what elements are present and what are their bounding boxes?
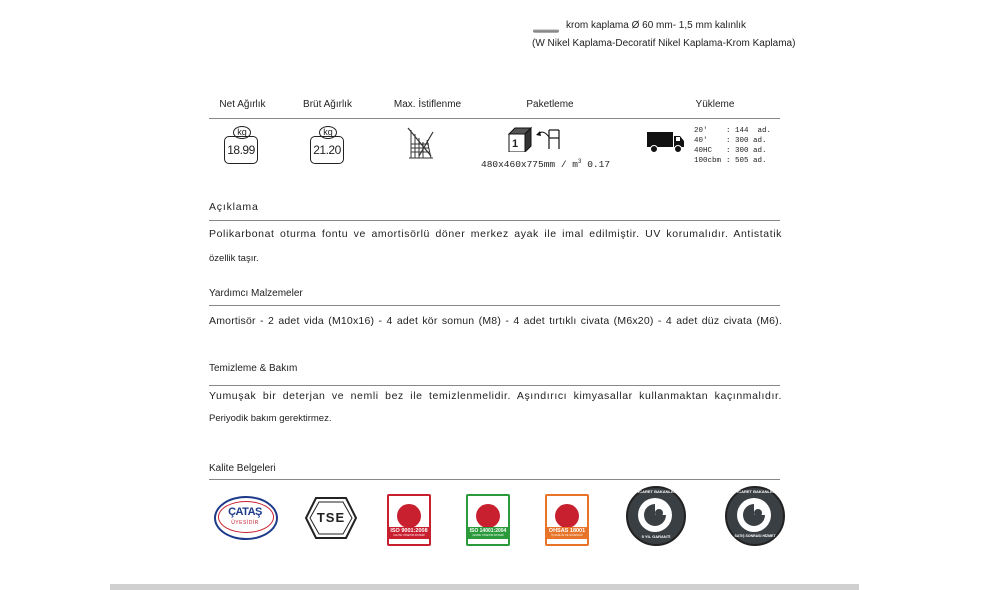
care-title: Temizleme & Bakım <box>209 363 298 374</box>
loading-type: 20' <box>694 127 708 135</box>
truck-icon <box>647 132 685 154</box>
emblem-icon <box>397 504 421 528</box>
iso-9001-badge <box>387 494 431 546</box>
chrome-note: krom kaplama Ø 60 mm- 1,5 mm kalınlık <box>566 20 747 31</box>
package-dims <box>481 158 610 170</box>
description-rule <box>209 220 780 221</box>
crown-icon <box>560 497 574 503</box>
loading-qty: : 505 ad. <box>726 157 767 165</box>
emblem-icon <box>555 504 579 528</box>
loading-row <box>694 136 771 146</box>
gross-weight-value: 21.20 <box>310 136 344 164</box>
seal-emblem-icon <box>642 502 668 528</box>
loading-qty: : 300 ad. <box>726 137 767 145</box>
loading-type: 100cbm <box>694 157 722 165</box>
loading-table <box>694 126 771 166</box>
description-title: Açıklama <box>209 201 259 213</box>
iso-14001-subtext: ÇEVRE YÖNETİM SİSTEMİ <box>472 534 504 537</box>
ohsas-text: OHSAS 18001 <box>548 528 586 534</box>
loading-row <box>694 146 771 156</box>
loading-qty: : 300 ad. <box>726 147 767 155</box>
package-count: 1 <box>511 138 519 150</box>
net-weight-icon <box>224 126 258 166</box>
quality-title: Kalite Belgeleri <box>209 463 276 474</box>
crown-icon <box>402 497 416 503</box>
kg-label: kg <box>233 126 251 139</box>
quality-rule <box>209 479 780 480</box>
gross-weight-icon <box>310 126 344 166</box>
loading-qty: : 144 ad. <box>726 127 772 135</box>
iso-9001-text: ISO 9001:2008 <box>390 528 428 534</box>
loading-row <box>694 156 771 166</box>
iso-9001-subtext: KALİTE YÖNETİM SİSTEMİ <box>393 534 425 537</box>
care-line-1: Yumuşak bir deterjan ve nemli bez ile temizlenmelidir. Aşındırıcı kimyasallar kullanmaktan kaçınmalıdır. <box>209 390 782 402</box>
loading-type: 40' <box>694 137 708 145</box>
loading-row <box>694 126 771 136</box>
seal-bottom-text: 5 YIL GARANTİ <box>641 534 671 539</box>
package-volume-unit-sup: 3 <box>577 158 582 165</box>
emblem-icon <box>476 504 500 528</box>
chair-icon <box>547 128 561 150</box>
after-sales-seal <box>725 486 785 546</box>
accessories-title: Yardımcı Malzemeler <box>209 288 303 299</box>
packaging-title: Paketleme <box>526 99 574 110</box>
net-weight-value: 18.99 <box>224 136 258 164</box>
chrome-types: (W Nikel Kaplama-Decoratif Nikel Kaplama-Krom Kaplama) <box>532 38 796 49</box>
ohsas-badge <box>545 494 589 546</box>
catas-text: ÇATAŞ <box>228 506 262 518</box>
specs-rule <box>209 118 780 119</box>
tse-logo <box>304 496 358 540</box>
accessories-rule <box>209 305 780 306</box>
iso-14001-badge <box>466 494 510 546</box>
loading-type: 40HC <box>694 147 713 155</box>
care-line-2: Periyodik bakım gerektirmez. <box>209 413 332 424</box>
max-stack-title: Max. İstiflenme <box>393 99 462 110</box>
seal-top-text: TİCARET BAKANLIĞI <box>635 489 677 494</box>
chrome-tube-icon <box>533 21 559 27</box>
description-line-2: özellik taşır. <box>209 253 259 264</box>
package-volume: 0.17 <box>581 159 611 171</box>
seal-top-text: TİCARET BAKANLIĞI <box>734 489 776 494</box>
seal-bottom-text: SATIŞ SONRASI HİZMET <box>734 534 776 538</box>
catas-logo <box>214 496 276 538</box>
iso-14001-text: ISO 14001:2004 <box>469 528 507 534</box>
stacking-icon <box>405 126 437 160</box>
package-dims-text: 480x460x775mm / m <box>481 159 578 171</box>
ohsas-subtext: İŞ SAĞLIĞI VE GÜVENLİĞİ <box>551 534 583 537</box>
net-weight-title: Net Ağırlık <box>219 99 266 110</box>
loading-title: Yükleme <box>695 99 735 110</box>
catas-sub: ÜYESİDİR <box>231 520 259 526</box>
accessories-text: Amortisör - 2 adet vida (M10x16) - 4 adet kör somun (M8) - 4 adet tırtıklı civata (M6x20) - 4 adet düz civata (M6). <box>209 315 782 327</box>
footer-bar <box>110 584 859 590</box>
tse-text: TSE <box>316 510 346 525</box>
warranty-seal <box>626 486 686 546</box>
crown-icon <box>481 497 495 503</box>
gross-weight-title: Brüt Ağırlık <box>303 99 352 110</box>
kg-label: kg <box>319 126 337 139</box>
description-line-1: Polikarbonat oturma fontu ve amortisörlü döner merkez ayak ile imal edilmiştir. UV korumalıdır. Antistatik <box>209 228 782 240</box>
seal-emblem-icon <box>741 502 767 528</box>
